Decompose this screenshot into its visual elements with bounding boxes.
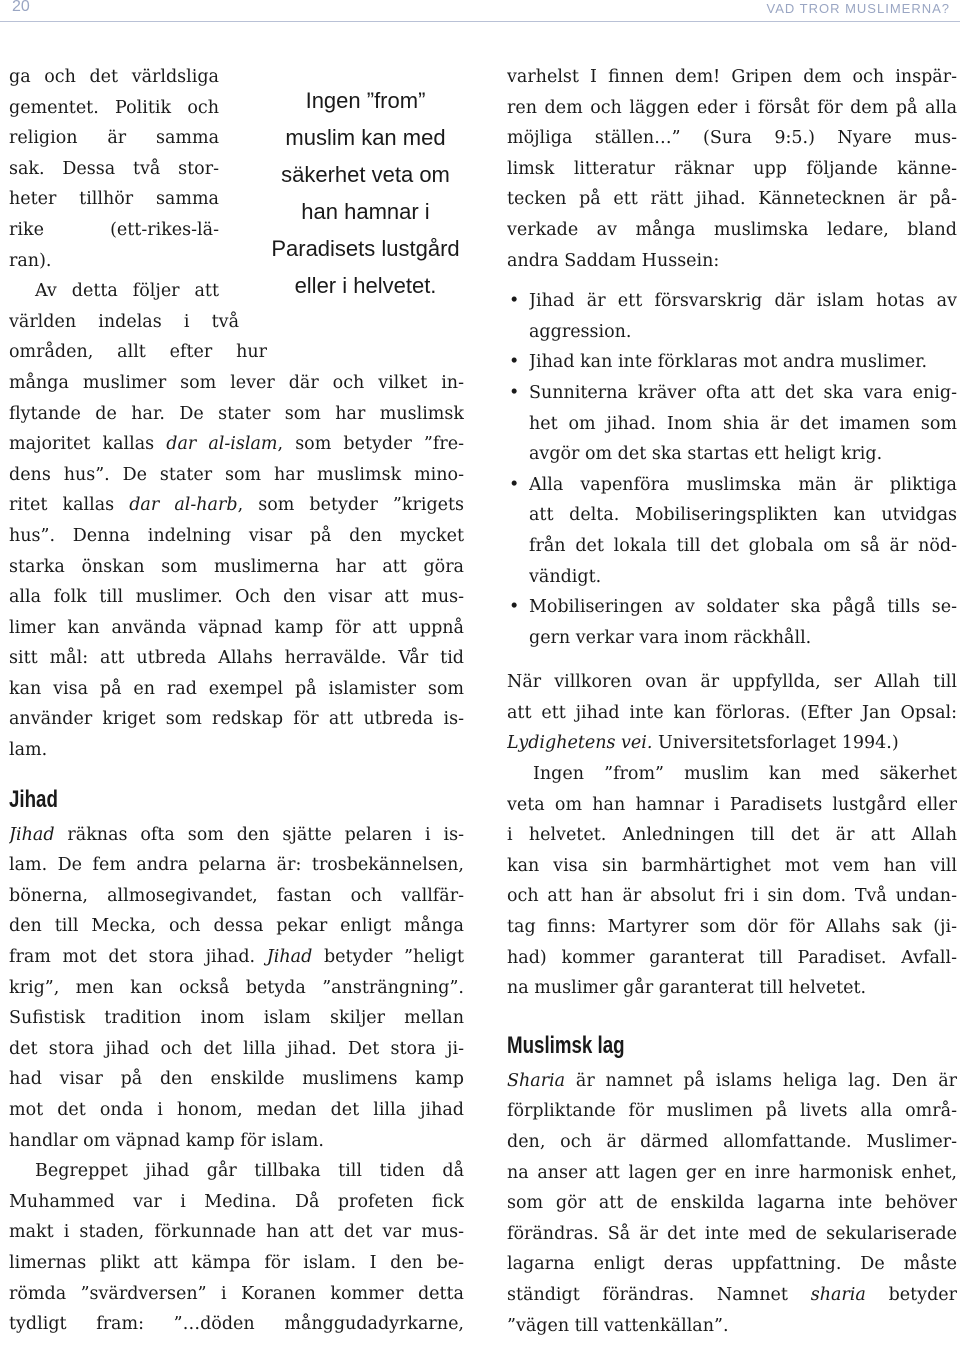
- text-line: [507, 1066, 957, 1097]
- text-line: Ingen ”from” muslim kan med säkerhet: [533, 764, 957, 785]
- header-rule: [0, 21, 960, 22]
- text-line: veta om han hamnar i Paradisets lustgård eller: [507, 794, 957, 815]
- text-line: förpliktande för muslimen på livets alla områ-: [507, 1101, 957, 1122]
- text-line: förändras. Så är det inte med de sekulariserade: [507, 1223, 957, 1244]
- text-line: från det lokala till det globala om så är nöd-: [529, 535, 957, 556]
- text-line: möjliga ställen…” (Sura 9:5.) Nyare mus-: [507, 128, 957, 149]
- text-line: Av detta följer att: [35, 281, 219, 302]
- text-line: tydligt fram: ”…döden månggudadyrkarne,: [9, 1314, 464, 1335]
- text-line: makt i staden, förkunnade han att det var mus-: [9, 1222, 464, 1243]
- text-line: [507, 1280, 957, 1311]
- text-line: limernas plikt att kämpa för islam. I den be-: [9, 1252, 464, 1273]
- text-line: kan visa på en rad exempel på islamister som: [9, 678, 464, 699]
- text-run: betyder: [865, 1284, 957, 1305]
- text-line: många muslimer som lever där och vilket in-: [9, 372, 464, 393]
- text-line: [9, 490, 464, 521]
- text-line: verkade av många muslimska ledare, bland: [507, 219, 957, 240]
- term-sharia: sharia: [810, 1284, 866, 1305]
- term-dar-al-harb: dar al-harb: [129, 495, 238, 516]
- text-line: ”vägen till vattenkällan”.: [507, 1315, 729, 1336]
- text-run: ritet kallas: [9, 495, 130, 516]
- text-line: [9, 820, 464, 851]
- text-line: • Jihad är ett försvarskrig där islam hotas av: [529, 291, 957, 312]
- text-line: limer kan använda väpnad kamp för att uppnå: [9, 617, 464, 638]
- text-line: områden, allt efter hur: [9, 342, 267, 363]
- pull-quote-line: muslim kan med: [285, 125, 446, 150]
- term-jihad: Jihad: [266, 947, 313, 968]
- pull-quote-line: eller i helvetet.: [294, 273, 437, 298]
- text-line: [9, 942, 464, 973]
- list-item: [507, 592, 957, 653]
- text-line: använder kriget som redskap för att utbreda is-: [9, 709, 464, 730]
- text-line: världen indelas i två: [9, 311, 239, 332]
- text-line: aggression.: [529, 321, 632, 342]
- jihad-criteria-list: [507, 286, 957, 653]
- text-line: kan visa sin barmhärtighet mot vem han vill: [507, 855, 957, 876]
- text-line: ren dem och läggen eder i försåt för dem på alla: [507, 97, 957, 118]
- list-item: [507, 470, 957, 592]
- text-run: ständigt förändras. Namnet: [507, 1284, 811, 1305]
- list-item: [507, 378, 957, 470]
- text-line: flytande de har. De stater som har muslimsk: [9, 403, 464, 424]
- paragraph-paradise: [507, 759, 957, 1004]
- text-line: Sufistisk tradition inom islam skiljer mellan: [9, 1008, 464, 1029]
- running-title: VAD TROR MUSLIMERNA?: [766, 1, 950, 16]
- term-jihad: Jihad: [9, 824, 55, 845]
- text-line: som gör att de enskilda lagarna inte behöver: [507, 1193, 957, 1214]
- pull-quote-line: Paradisets lustgård: [271, 236, 460, 261]
- paragraph-sura: [507, 62, 957, 276]
- text-line: tecken på ett rätt jihad. Kännetecknen är på-: [507, 189, 957, 210]
- text-line: mot det onda i honom, medan det lilla jihad: [9, 1100, 464, 1120]
- page-number: 20: [12, 0, 30, 15]
- text-run: majoritet kallas: [9, 434, 167, 455]
- text-run: , som betyder ”krigets: [237, 495, 464, 516]
- text-line: Muhammed var i Medina. Då profeten fick: [9, 1191, 464, 1212]
- paragraph-intro: [9, 62, 219, 276]
- pull-quote-line: han hamnar i: [301, 199, 430, 224]
- pull-quote-line: säkerhet veta om: [281, 162, 450, 187]
- text-line: gementet. Politik och: [9, 97, 219, 118]
- text-line: ran).: [9, 250, 52, 271]
- text-line: starka önskan som muslimerna har att göra: [9, 556, 464, 577]
- text-line: den, och är därmed allomfattande. Muslimer-: [507, 1132, 957, 1152]
- paragraph-sharia: [507, 1066, 957, 1341]
- text-line: det stora jihad och det lilla jihad. Det stora ji-: [9, 1038, 464, 1059]
- text-run: är namnet på islams heliga lag. Den är: [565, 1070, 957, 1091]
- text-line: limsk litteratur räknar upp följande känne-: [507, 158, 957, 179]
- paragraph-two-areas: [9, 276, 464, 766]
- paragraph-conditions: [507, 667, 957, 759]
- text-line: dens hus”. De stater som har muslimsk mino-: [9, 464, 464, 485]
- text-line: [9, 429, 464, 460]
- text-line: had) kommer garanterat till Paradiset. Avfall-: [507, 947, 957, 968]
- text-line: gern verkar vara inom räckhåll.: [529, 627, 812, 648]
- paragraph-jihad: [9, 820, 464, 1157]
- section-heading-jihad: Jihad: [9, 785, 58, 813]
- page-header: [0, 0, 960, 26]
- source-title: Lydighetens vei.: [507, 733, 653, 754]
- text-line: andra Saddam Hussein:: [507, 250, 720, 271]
- text-line: den till Mecka, och dessa pekar enligt många: [9, 916, 464, 937]
- text-line: Begreppet jihad går tillbaka till tiden då: [35, 1161, 464, 1182]
- text-line: hus”. Denna indelning visar på den mycket: [9, 525, 464, 546]
- text-run: , som betyder ”fre-: [277, 434, 464, 455]
- text-line: • Jihad kan inte förklaras mot andra muslimer.: [529, 352, 928, 373]
- text-line: lagarna enligt deras uppfattning. De måste: [507, 1254, 957, 1275]
- text-line: alla folk till muslimer. Och den visar att mus-: [9, 587, 464, 608]
- text-line: handlar om väpnad kamp för islam.: [9, 1130, 324, 1151]
- text-line: avgör om det ska startas ett heligt krig.: [529, 444, 883, 465]
- right-column: [507, 62, 957, 1341]
- left-column: [9, 62, 464, 1340]
- text-line: het om jihad. Inom shia är det imamen som: [529, 413, 957, 434]
- text-line: [507, 728, 957, 759]
- list-item: [507, 347, 957, 378]
- text-run: räknas ofta som den sjätte pelaren i is-: [54, 824, 464, 845]
- text-line: na muslimer går garanterat till helvetet.: [507, 978, 867, 999]
- paragraph-medina: [9, 1156, 464, 1340]
- text-run: fram mot det stora jihad.: [9, 947, 267, 968]
- text-line: tag finns: Martyrer som dör för Allahs sak (ji-: [507, 917, 957, 938]
- text-line: rike (ett-rikes-lä-: [9, 219, 219, 240]
- text-line: had visar på den enskilde muslimens kamp: [9, 1069, 464, 1090]
- text-line: • Mobiliseringen av soldater ska pågå tills se-: [529, 597, 957, 618]
- text-line: sitt mål: att utbreda Allahs herravälde. Vår tid: [9, 648, 464, 669]
- text-line: römda ”svärdversen” i Koranen kommer detta: [9, 1283, 464, 1304]
- text-line: vändigt.: [529, 566, 602, 587]
- list-item: [507, 286, 957, 347]
- term-dar-al-islam: dar al-islam: [166, 434, 278, 455]
- text-line: i helvetet. Anledningen till det är att Allah: [507, 825, 957, 846]
- text-line: varhelst I finnen dem! Gripen dem och inspär-: [507, 67, 957, 87]
- text-line: na anser att lagen ger en inre harmonisk enhet,: [507, 1162, 957, 1183]
- text-line: heter tillhör samma: [9, 189, 219, 210]
- text-line: krig”, men kan också betyda ”ansträngning”.: [9, 977, 464, 998]
- section-heading-muslimsk-lag: Muslimsk lag: [507, 1031, 625, 1059]
- text-line: bönerna, allmosegivandet, fastan och vallfär-: [9, 885, 464, 906]
- text-line: lam.: [9, 740, 48, 761]
- text-line: När villkoren ovan är uppfyllda, ser Allah till: [507, 672, 957, 693]
- text-line: sak. Dessa två stor-: [9, 158, 219, 179]
- text-line: att delta. Mobiliseringsplikten kan utvidgas: [529, 505, 957, 526]
- text-line: • Alla vapenföra muslimska män är pliktiga: [529, 474, 957, 495]
- text-line: • Sunniterna kräver ofta att det ska vara enig-: [529, 382, 957, 403]
- text-run: Universitetsforlaget 1994.): [652, 733, 899, 754]
- term-sharia: Sharia: [507, 1070, 566, 1091]
- text-line: att ett jihad inte kan förloras. (Efter Jan Opsal:: [507, 702, 957, 723]
- text-line: och att han är absolut fri i sin dom. Två undan-: [507, 886, 957, 907]
- text-run: betyder ”heligt: [312, 947, 464, 968]
- pull-quote-line: Ingen ”from”: [305, 88, 426, 113]
- text-line: religion är samma: [9, 128, 219, 149]
- text-line: ga och det världsliga: [9, 67, 219, 87]
- text-line: lam. De fem andra pelarna är: trosbekännelsen,: [9, 855, 464, 876]
